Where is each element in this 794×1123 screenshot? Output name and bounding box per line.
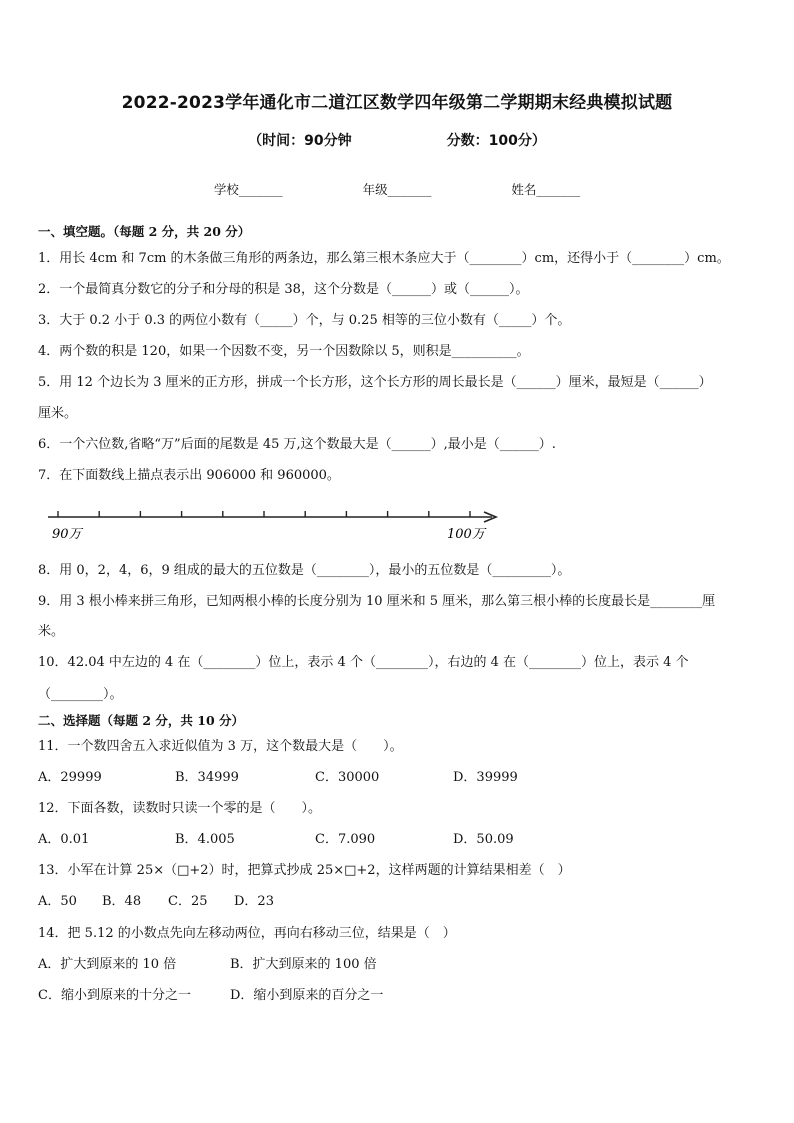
question-8: 8．用 0，2，4，6，9 组成的最大的五位数是（________），最小的五位数是（_________）。 (38, 563, 571, 578)
question-7: 7．在下面数线上描点表示出 906000 和 960000。 (38, 468, 340, 483)
question-4: 4．两个数的积是 120，如果一个因数不变，另一个因数除以 5，则积是__________。 (38, 344, 530, 359)
number-line (44, 504, 504, 544)
student-info (0, 180, 794, 198)
question-9: 9．用 3 根小棒来拼三角形，已知两根小棒的长度分别为 10 厘米和 5 厘米，那么第三根小棒的长度最长是________厘 (38, 594, 716, 609)
option-13-d: D．23 (234, 894, 274, 909)
section-fill-heading: 一、填空题。（每题 2 分，共 20 分） (38, 224, 251, 239)
question-6: 6．一个六位数,省略“万”后面的尾数是 45 万,这个数最大是（______）,最小是（______）. (38, 437, 556, 452)
section-choice-heading: 二、选择题（每题 2 分，共 10 分） (38, 713, 245, 728)
question-12: 12．下面各数，读数时只读一个零的是（ ）。 (38, 801, 322, 816)
exam-score: 分数：100分） (446, 133, 546, 149)
question-11: 11．一个数四舍五入求近似值为 3 万，这个数最大是（ ）。 (38, 739, 403, 754)
option-12-c: C．7.090 (315, 832, 376, 847)
number-line-ticks (58, 511, 470, 517)
question-2: 2．一个最简真分数它的分子和分母的积是 38，这个分数是（______）或（______）。 (38, 282, 529, 297)
question-3: 3．大于 0.2 小于 0.3 的两位小数有（_____）个，与 0.25 相等的三位小数有（_____）个。 (38, 313, 571, 328)
exam-title: 2022-2023学年通化市二道江区数学四年级第二学期期末经典模拟试题 (121, 93, 673, 113)
question-10: 10．42.04 中左边的 4 在（________）位上，表示 4 个（________），右边的 4 在（________）位上，表示 4 个 (38, 655, 689, 670)
option-11-a: A．29999 (38, 770, 102, 785)
option-12-b: B．4.005 (175, 832, 235, 847)
question-9-cont: 米。 (38, 624, 65, 639)
number-line-left-label: 90万 (52, 527, 82, 542)
question-14: 14．把 5.12 的小数点先向左移动两位，再向右移动三位，结果是（ ） (38, 926, 456, 941)
exam-time: （时间：90分钟 (248, 133, 352, 149)
question-10-cont: （________）。 (38, 687, 123, 702)
name-field[interactable]: 姓名_______ (511, 182, 581, 197)
option-14-c: C．缩小到原来的十分之一 (38, 988, 191, 1003)
option-11-d: D．39999 (453, 770, 518, 785)
option-11-c: C．30000 (315, 770, 380, 785)
option-12-a: A．0.01 (38, 832, 90, 847)
exam-meta (0, 130, 794, 150)
option-13-c: C．25 (168, 894, 208, 909)
number-line-right-label: 100万 (447, 527, 485, 542)
question-13: 13．小军在计算 25×（□+2）时，把算式抄成 25×□+2，这样两题的计算结果相差（ ） (38, 863, 571, 878)
question-5-cont: 厘米。 (38, 406, 78, 421)
option-11-b: B．34999 (175, 770, 239, 785)
option-12-d: D．50.09 (453, 832, 514, 847)
option-13-b: B．48 (102, 894, 142, 909)
grade-field[interactable]: 年级_______ (362, 182, 432, 197)
option-14-a: A．扩大到原来的 10 倍 (38, 957, 177, 972)
question-5: 5．用 12 个边长为 3 厘米的正方形，拼成一个长方形，这个长方形的周长最长是（______）厘米，最短是（______） (38, 375, 712, 390)
school-field[interactable]: 学校_______ (213, 182, 283, 197)
question-1: 1．用长 4cm 和 7cm 的木条做三角形的两条边，那么第三根木条应大于（________）cm，还得小于（________）cm。 (38, 251, 730, 266)
option-13-a: A．50 (38, 894, 77, 909)
option-14-b: B．扩大到原来的 100 倍 (230, 957, 377, 972)
option-14-d: D．缩小到原来的百分之一 (230, 988, 384, 1003)
